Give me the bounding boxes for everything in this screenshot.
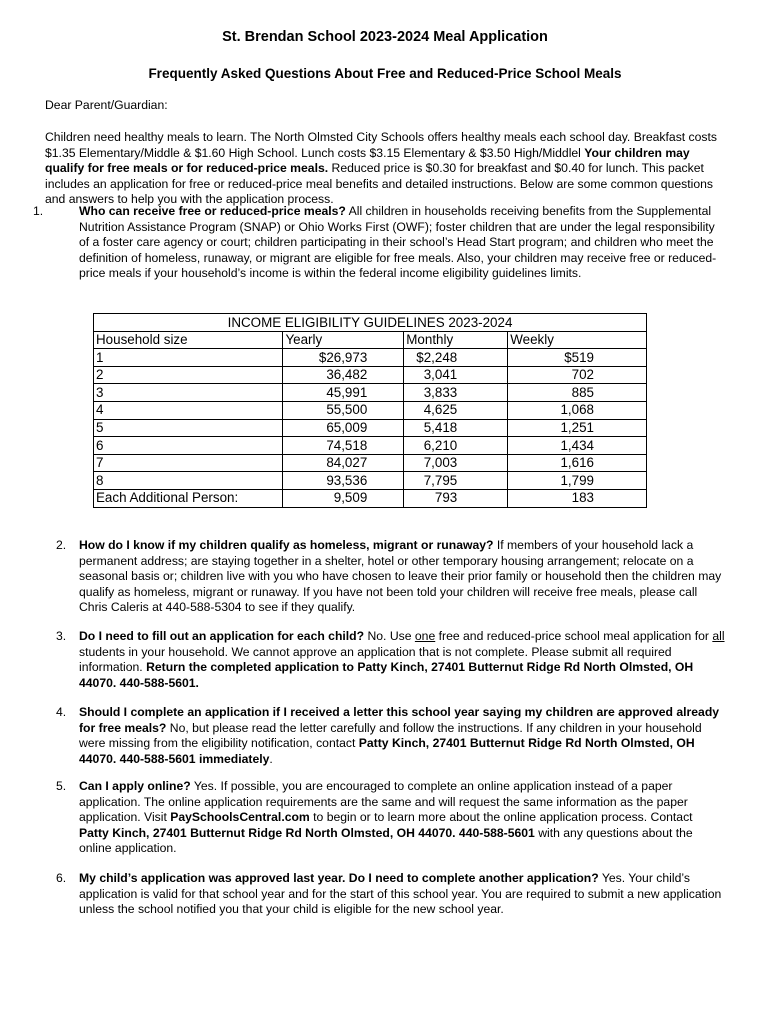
intro-bold-text: Your children may qualify for free meals or for reduced-price meals. xyxy=(45,145,690,176)
greeting: Dear Parent/Guardian: xyxy=(45,98,168,112)
weekly-cell: 1,068 xyxy=(508,401,647,419)
yearly-cell: 36,482 xyxy=(283,366,404,384)
contact-info: Patty Kinch, 27401 Butternut Ridge Rd North Olmsted, OH 44070. 440-588-5601 xyxy=(79,825,535,840)
faq-answer: All children in households receiving benefits from the Supplemental Nutrition Assistance Program (SNAP) or Ohio Works First (OWF); foster children that are under the legal responsibility of a foster care agency or court; children participating in their school’s Head Start program; and children who meet the definition of homeless, runaway, or migrant are eligible for free meals. Also, your children may receive free or reduced-price meals if your household’s income is within the federal income eligibility guidelines limits. xyxy=(79,204,717,281)
yearly-cell: 9,509 xyxy=(283,489,404,507)
faq-question: My child’s application was approved last year. Do I need to complete another application? xyxy=(79,871,599,885)
faq-item-1 xyxy=(33,204,725,282)
faq-answer: Yes. If possible, you are encouraged to complete an online application instead of a paper application. The online application requirements are the same and will request the same information as the paper application. Visit xyxy=(79,779,688,825)
table-row xyxy=(94,384,647,402)
intro-paragraph xyxy=(45,130,725,208)
faq-answer-continued: to begin or to learn more about the online application process. Contact xyxy=(309,810,693,825)
monthly-cell: 7,003 xyxy=(404,454,508,472)
household-size-cell: 3 xyxy=(94,384,283,402)
header-monthly: Monthly xyxy=(404,331,508,349)
header-household-size: Household size xyxy=(94,331,283,349)
return-address: Return the completed application to Patty Kinch, 27401 Butternut Ridge Rd North Olmsted, OH 44070. 440-588-5601. xyxy=(79,660,694,690)
faq-number: 1. xyxy=(33,204,44,218)
household-size-cell: 6 xyxy=(94,437,283,455)
faq-item-2 xyxy=(45,538,725,616)
underlined-word: all xyxy=(712,629,725,643)
faq-item-4 xyxy=(45,705,725,767)
table-row xyxy=(94,419,647,437)
household-size-cell: 7 xyxy=(94,454,283,472)
intro-text: Children need healthy meals to learn. The North Olmsted City Schools offers healthy meals each school day. Breakfast costs $1.35 Elementary/Middle & $1.60 High School. Lunch costs $3.15 Elementary & $3.50 High/Middlel xyxy=(45,130,718,160)
yearly-cell: 84,027 xyxy=(283,454,404,472)
faq-question: Who can receive free or reduced-price meals? xyxy=(79,204,346,218)
weekly-cell: 702 xyxy=(508,366,647,384)
faq-item-3 xyxy=(45,629,725,691)
household-size-cell: 4 xyxy=(94,401,283,419)
table-row xyxy=(94,454,647,472)
underlined-word: one xyxy=(414,629,436,643)
monthly-cell: 793 xyxy=(404,489,508,507)
weekly-cell: 885 xyxy=(508,384,647,402)
monthly-cell: 4,625 xyxy=(404,401,508,419)
income-eligibility-table xyxy=(93,313,647,508)
faq-number: 6. xyxy=(56,871,67,885)
faq-text xyxy=(79,871,725,918)
faq-question: Can I apply online? xyxy=(79,779,191,793)
yearly-cell: 74,518 xyxy=(283,437,404,455)
faq-number: 5. xyxy=(56,779,67,793)
table-row xyxy=(94,472,647,490)
document-title: St. Brendan School 2023-2024 Meal Application xyxy=(222,29,548,45)
yearly-cell: 45,991 xyxy=(283,384,404,402)
faq-answer: If members of your household lack a permanent address; are staying together in a shelter, hotel or other temporary housing arrangement; relocate on a seasonal basis or; children live with you who have chosen to leave their prior family or household then the children may qualify as homeless, migrant or runaway. If you have not been told your children will receive free meals, please call Chris Caleris at 440-588-5304 to see if they qualify. xyxy=(79,538,722,615)
table-row xyxy=(94,349,647,367)
monthly-cell: $2,248 xyxy=(404,349,508,367)
contact-info: Patty Kinch, 27401 Butternut Ridge Rd North Olmsted, OH 44070. 440-588-5601 immediately xyxy=(79,736,695,766)
household-size-cell: 8 xyxy=(94,472,283,490)
faq-number: 2. xyxy=(56,538,67,552)
faq-answer-continued: with any questions about the online application. xyxy=(79,825,693,856)
table-row xyxy=(94,437,647,455)
faq-answer-end: . xyxy=(269,751,273,766)
monthly-cell: 6,210 xyxy=(404,437,508,455)
document-subtitle: Frequently Asked Questions About Free and Reduced-Price School Meals xyxy=(148,66,622,81)
website-name: PaySchoolsCentral.com xyxy=(170,810,310,825)
household-size-cell: 5 xyxy=(94,419,283,437)
monthly-cell: 5,418 xyxy=(404,419,508,437)
faq-text xyxy=(79,705,725,767)
weekly-cell: 183 xyxy=(508,489,647,507)
faq-answer-continued: free and reduced-price school meal application for xyxy=(435,629,713,643)
weekly-cell: $519 xyxy=(508,349,647,367)
header-weekly: Weekly xyxy=(508,331,647,349)
household-size-cell: 1 xyxy=(94,349,283,367)
weekly-cell: 1,251 xyxy=(508,419,647,437)
faq-number: 4. xyxy=(56,705,67,719)
household-size-cell: Each Additional Person: xyxy=(94,489,283,507)
monthly-cell: 3,833 xyxy=(404,384,508,402)
yearly-cell: 93,536 xyxy=(283,472,404,490)
faq-question: Should I complete an application if I received a letter this school year saying my children are approved already for free meals? xyxy=(79,705,720,735)
monthly-cell: 3,041 xyxy=(404,366,508,384)
table-row xyxy=(94,401,647,419)
yearly-cell: 65,009 xyxy=(283,419,404,437)
weekly-cell: 1,434 xyxy=(508,437,647,455)
yearly-cell: 55,500 xyxy=(283,401,404,419)
monthly-cell: 7,795 xyxy=(404,472,508,490)
header-yearly: Yearly xyxy=(283,331,404,349)
yearly-cell: $26,973 xyxy=(283,349,404,367)
faq-answer: No, but please read the letter carefully and follow the instructions. If any children in your household were missing from the eligibility notification, contact xyxy=(79,720,702,751)
faq-answer-continued: students in your household. We cannot approve an application that is not complete. Please submit all required information. xyxy=(79,644,672,675)
faq-text xyxy=(79,779,725,857)
table-header-row xyxy=(94,331,647,349)
faq-item-6 xyxy=(45,871,725,918)
table-row xyxy=(94,366,647,384)
faq-number: 3. xyxy=(56,629,67,643)
table-row xyxy=(94,489,647,507)
faq-answer: Yes. Your child’s application is valid for that school year and for the start of this school year. You are required to submit a new application unless the school notified you that your child is eligible for the new school year. xyxy=(79,871,722,917)
weekly-cell: 1,799 xyxy=(508,472,647,490)
faq-question: Do I need to fill out an application for each child? xyxy=(79,629,365,643)
faq-item-5 xyxy=(45,779,725,857)
household-size-cell: 2 xyxy=(94,366,283,384)
faq-text xyxy=(79,538,725,616)
table-caption: INCOME ELIGIBILITY GUIDELINES 2023-2024 xyxy=(94,314,647,332)
faq-text xyxy=(79,204,725,282)
faq-text xyxy=(79,629,725,691)
faq-question: How do I know if my children qualify as homeless, migrant or runaway? xyxy=(79,538,494,552)
weekly-cell: 1,616 xyxy=(508,454,647,472)
faq-answer: No. Use xyxy=(364,629,415,643)
intro-text-continued: Reduced price is $0.30 for breakfast and $0.40 for lunch. This packet includes an application for free or reduced-price meal benefits and detailed instructions. Below are some common questions and answers to help you with the application process. xyxy=(45,161,713,207)
